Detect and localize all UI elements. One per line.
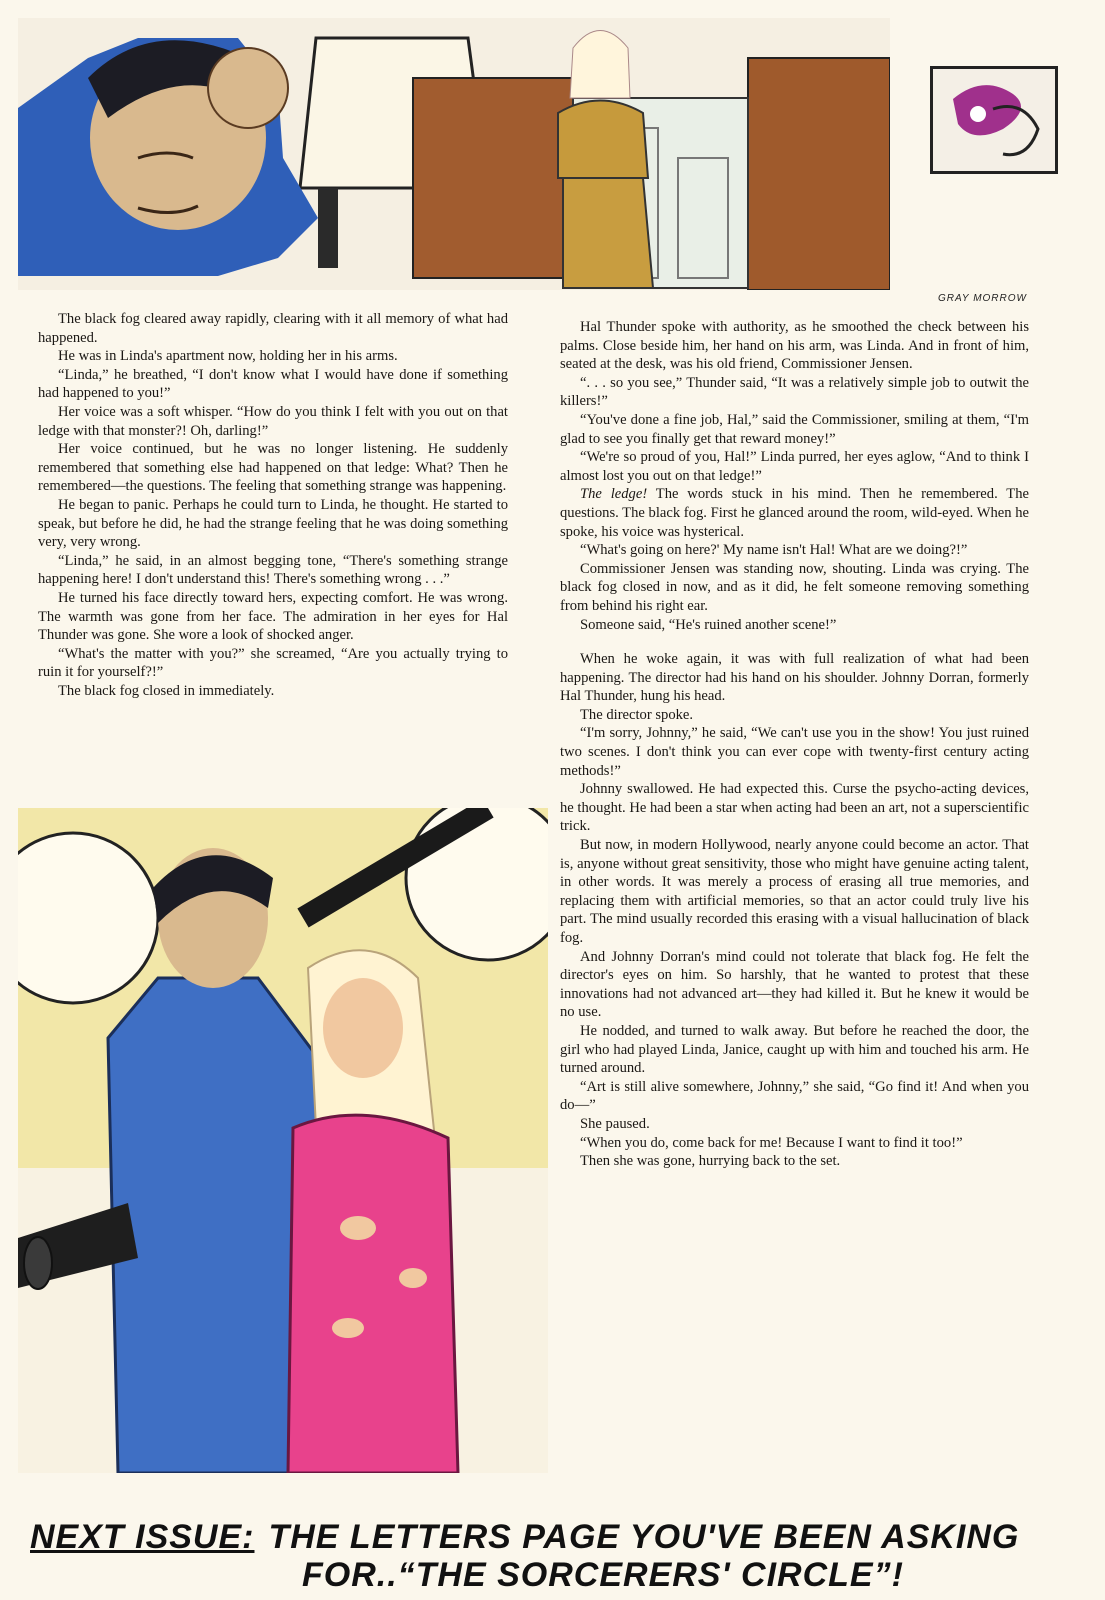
paragraph: The black fog cleared away rapidly, clearing with it all memory of what had happened.	[38, 311, 508, 346]
paragraph: Her voice was a soft whisper. “How do you think I felt with you out on that ledge with that monster?! Oh, darling!”	[38, 403, 508, 439]
paragraph: “You've done a fine job, Hal,” said the Commissioner, smiling at them, “I'm glad to see you finally get that reward money!”	[560, 411, 1029, 447]
next-issue-label: NEXT ISSUE:	[30, 1518, 255, 1556]
paragraph: Commissioner Jensen was standing now, shouting. Linda was crying. The black fog closed in now, and as it did, he felt someone removing something from behind his right ear.	[560, 560, 1029, 614]
paragraph: Her voice continued, but he was no longer listening. He suddenly remembered that something else had happened on that ledge: What? Then he remembered—the questions. The feeling that something strange was happening.	[38, 441, 508, 495]
ledge-rest: The words stuck in his mind. Then he remembered. The questions. The black fog. First he glanced around the room, wild-eyed. When he spoke, his voice was hysterical.	[560, 486, 1029, 540]
paragraph: “Linda,” he said, in an almost begging tone, “There's something strange happening here! I don't understand this! There's something wrong . . .”	[38, 552, 508, 588]
bottom-illustration	[18, 808, 548, 1473]
next-issue-line2: FOR..“THE SORCERERS' CIRCLE”!	[302, 1556, 904, 1594]
paragraph: He turned his face directly toward hers, expecting comfort. He was wrong. The warmth was gone from her face. The admiration in her eyes for Hal Thunder was gone. She wore a look of shocked anger.	[38, 589, 508, 644]
top-illustration	[18, 18, 890, 290]
ledge-emphasis: The ledge!	[580, 486, 648, 503]
paragraph: “When you do, come back for me! Because I want to find it too!”	[580, 1134, 963, 1151]
next-issue-line1: THE LETTERS PAGE YOU'VE BEEN ASKING	[268, 1518, 1020, 1556]
story-left-column	[38, 310, 508, 700]
paragraph: But now, in modern Hollywood, nearly anyone could become an actor. That is, anyone without great sensitivity, those who might have genuine acting talent, in other words. It was merely a process of erasing all true memories, and replacing them with artificial memories, so that an actor could truly live his part. The mind usually recorded this erasing with a visual hallucination of black fog.	[560, 837, 1029, 946]
story-right-column	[560, 318, 1029, 1171]
paragraph: “I'm sorry, Johnny,” he said, “We can't use you in the show! You just ruined two scenes. I don't think you can ever cope with twenty-first century acting methods!”	[560, 725, 1029, 779]
paragraph: She paused.	[580, 1115, 650, 1132]
paragraph: “What's going on here?' My name isn't Hal! What are we doing?!”	[580, 542, 968, 559]
paragraph: When he woke again, it was with full realization of what had been happening. The director had his hand on his shoulder. Johnny Dorran, formerly Hal Thunder, hung his head.	[560, 651, 1029, 705]
paragraph: Then she was gone, hurrying back to the set.	[580, 1153, 841, 1170]
paragraph: “Art is still alive somewhere, Johnny,” she said, “Go find it! And when you do—”	[560, 1078, 1029, 1114]
paragraph: And Johnny Dorran's mind could not tolerate that black fog. He felt the director's eyes on him. So harshly, that he wanted to protest that these innovations had not advanced art—they had killed it. But he knew it would be no use.	[560, 948, 1029, 1021]
paragraph: He nodded, and turned to walk away. But before he reached the door, the girl who had played Linda, Janice, caught up with him and touched his arm. He turned around.	[560, 1022, 1029, 1077]
paragraph: He began to panic. Perhaps he could turn to Linda, he thought. He started to speak, but before he did, he had the strange feeling that he was doing something very, very wrong.	[38, 496, 508, 551]
paragraph	[560, 485, 1029, 541]
inset-illustration	[930, 66, 1058, 174]
artist-signature: GRAY MORROW	[938, 293, 1027, 304]
paragraph: The black fog closed in immediately.	[58, 682, 275, 699]
paragraph: “Linda,” he breathed, “I don't know what I would have done if something had happened to you!”	[38, 366, 508, 402]
paragraph: Someone said, “He's ruined another scene!”	[580, 616, 837, 633]
paragraph: “What's the matter with you?” she screamed, “Are you actually trying to ruin it for yourself?!”	[38, 645, 508, 681]
paragraph: “. . . so you see,” Thunder said, “It was a relatively simple job to outwit the killers!”	[560, 374, 1029, 410]
paragraph: He was in Linda's apartment now, holding her in his arms.	[58, 348, 398, 365]
paragraph: Hal Thunder spoke with authority, as he smoothed the check between his palms. Close beside him, her hand on his arm, was Linda. And in front of him, seated at the desk, was his old friend, Commissioner Jensen.	[560, 319, 1029, 373]
paragraph: The director spoke.	[580, 706, 694, 723]
paragraph: “We're so proud of you, Hal!” Linda purred, her eyes aglow, “And to think I almost lost you out on that ledge!”	[560, 449, 1029, 484]
paragraph: Johnny swallowed. He had expected this. Curse the psycho-acting devices, he thought. He had been a star when acting had been an art, not a superscientific trick.	[560, 781, 1029, 835]
